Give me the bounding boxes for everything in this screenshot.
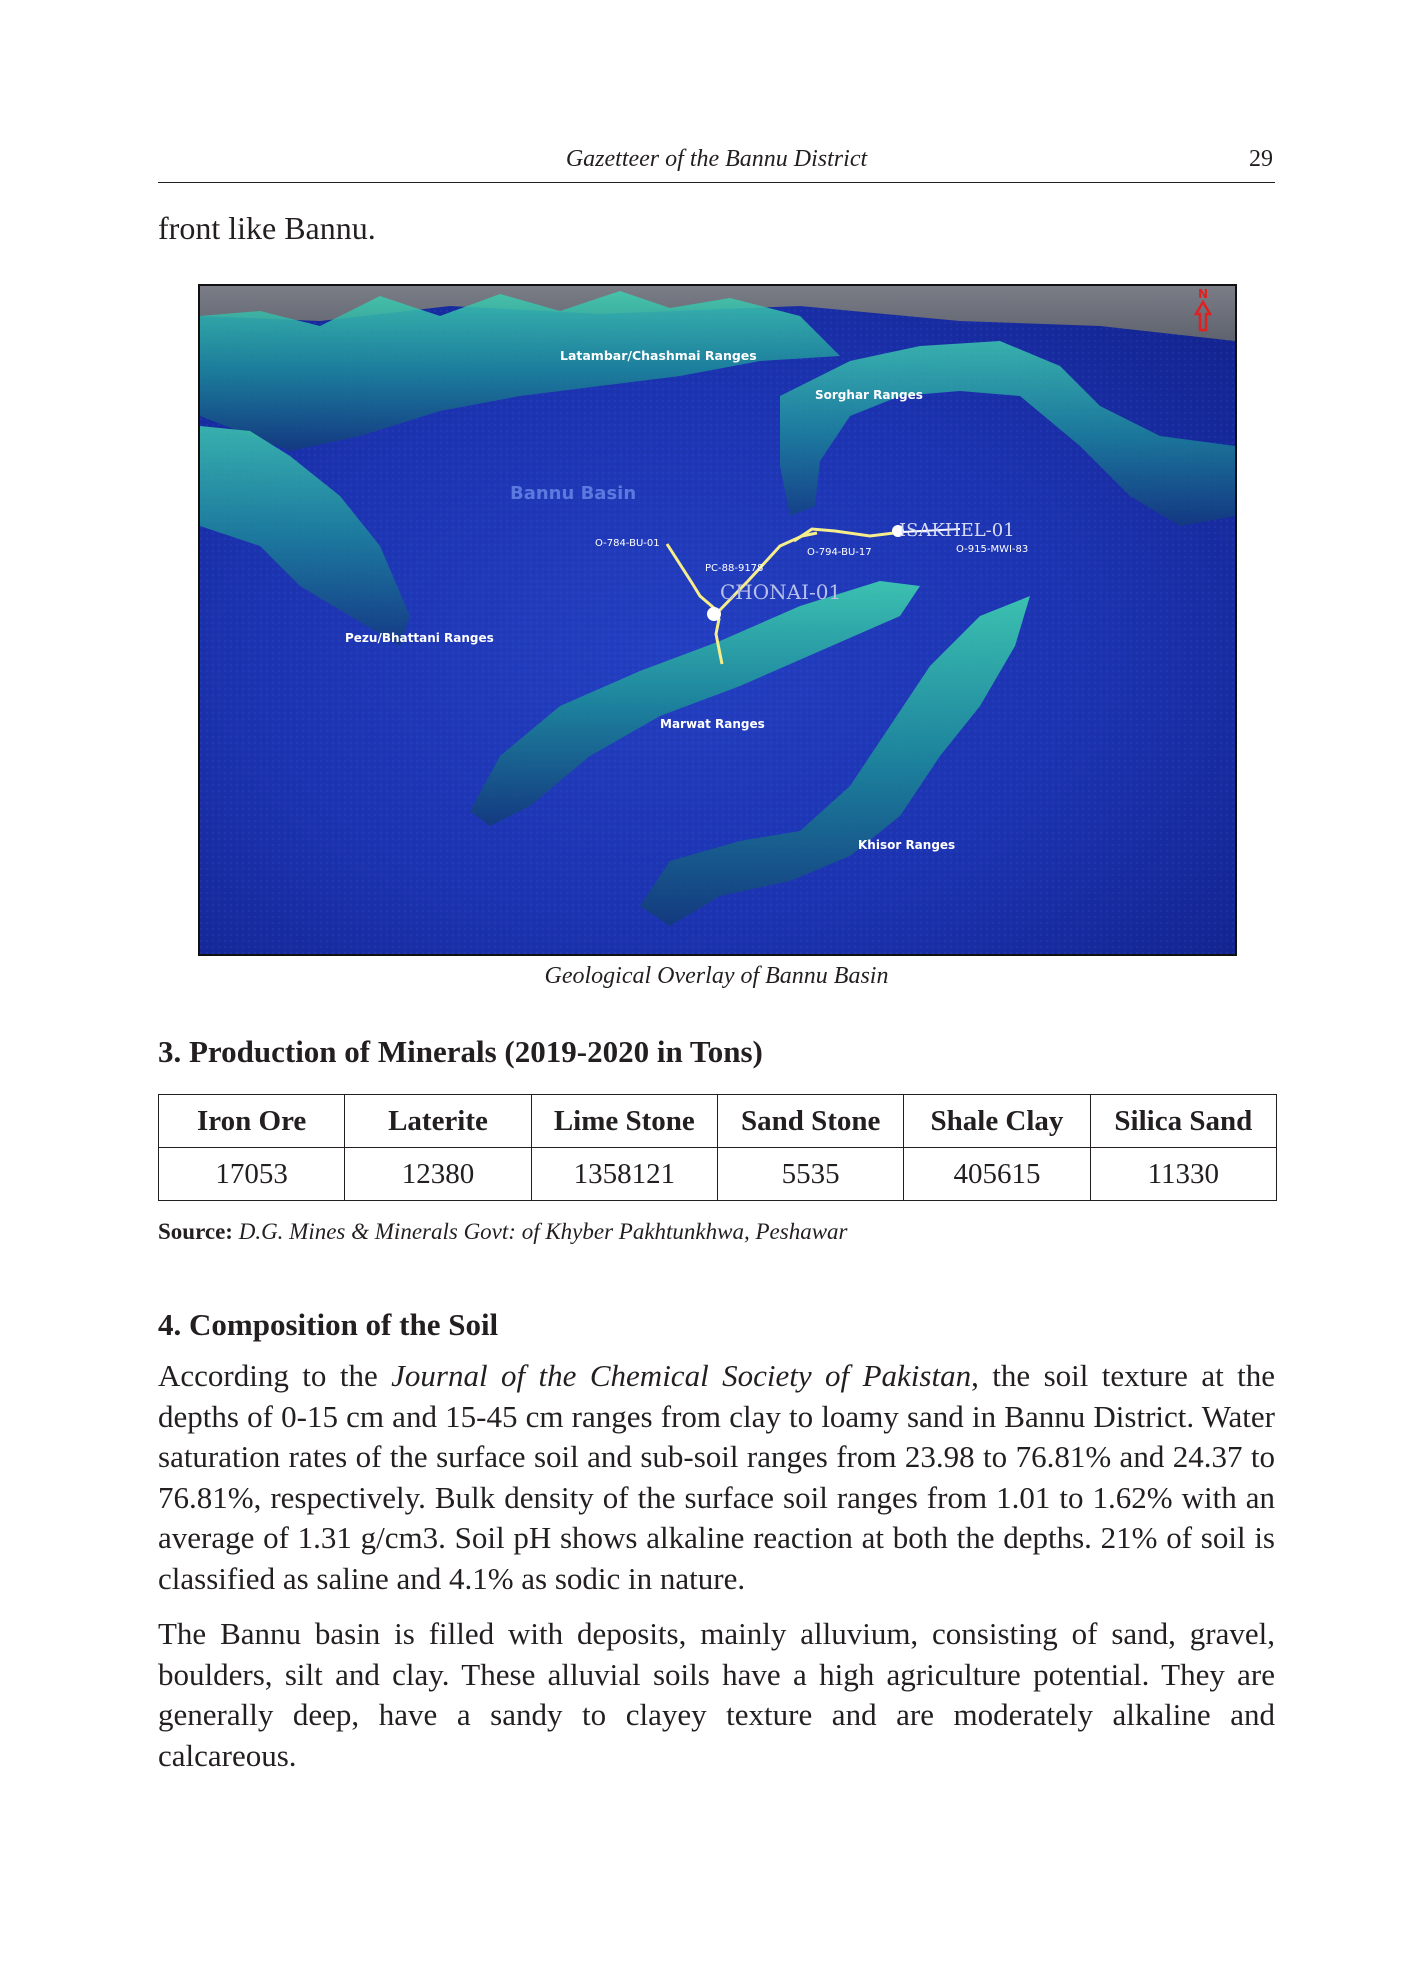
label-isakhel: ISAKHEL-01 (899, 520, 1015, 541)
label-well-784: O-784-BU-01 (595, 538, 660, 549)
label-pc: PC-88-9178 (705, 563, 764, 574)
label-well-794: O-794-BU-17 (807, 547, 872, 558)
label-pezu: Pezu/Bhattani Ranges (345, 631, 494, 645)
table-cell: 11330 (1090, 1148, 1276, 1201)
source-line (158, 1219, 847, 1245)
soil-paragraph-2: The Bannu basin is filled with deposits, mainly alluvium, consisting of sand, gravel, boulders, silt and clay. These alluvial soils have a high agriculture potential. They are generally deep, have a sandy to clayey texture and are moderately alkaline and calcareous. (158, 1616, 1275, 1773)
table-cell: 405615 (904, 1148, 1090, 1201)
table-cell: 5535 (717, 1148, 903, 1201)
table-header-cell: Silica Sand (1090, 1095, 1276, 1148)
table-header-cell: Sand Stone (717, 1095, 903, 1148)
table-cell: 12380 (345, 1148, 531, 1201)
header-title: Gazetteer of the Bannu District (565, 146, 868, 172)
label-khisor: Khisor Ranges (858, 838, 956, 852)
page-number: 29 (1249, 146, 1273, 172)
table-cell: 1358121 (531, 1148, 717, 1201)
table-header-cell: Shale Clay (904, 1095, 1090, 1148)
table-header-cell: Iron Ore (159, 1095, 345, 1148)
label-marwat: Marwat Ranges (660, 717, 765, 731)
label-sorghar: Sorghar Ranges (815, 388, 923, 402)
table-cell: 17053 (159, 1148, 345, 1201)
geological-overlay-figure (198, 284, 1237, 956)
label-well-915: O-915-MWI-83 (956, 544, 1029, 555)
section-3-heading: 3. Production of Minerals (2019-2020 in Tons) (158, 1034, 763, 1069)
source-label: Source: (158, 1219, 233, 1244)
running-header (158, 142, 1275, 183)
source-text: D.G. Mines & Minerals Govt: of Khyber Pakhtunkhwa, Peshawar (238, 1219, 848, 1244)
soil-paragraph-1 (158, 1356, 1275, 1599)
figure-caption: Geological Overlay of Bannu Basin (544, 963, 889, 989)
p1-pre: According to the (158, 1358, 392, 1393)
table-header-cell: Laterite (345, 1095, 531, 1148)
p1-post: , the soil texture at the depths of 0-15 cm and 15-45 cm ranges from clay to loamy sand in Bannu District. Water saturation rates of the surface soil and sub-soil ranges from 23.98 to 76.81% and 24.37 to 76.81%, respectively. Bulk density of the surface soil ranges from 1.01 to 1.62% with an average of 1.31 g/cm3. Soil pH shows alkaline reaction at both the depths. 21% of soil is classified as saline and 4.1% as sodic in nature. (158, 1358, 1275, 1596)
north-label: N (1197, 287, 1209, 301)
section-4-heading: 4. Composition of the Soil (158, 1307, 499, 1342)
table-row (159, 1148, 1277, 1201)
lead-text: front like Bannu. (158, 210, 376, 246)
journal-name: Journal of the Chemical Society of Pakistan (391, 1358, 972, 1393)
table-header-row (159, 1095, 1277, 1148)
minerals-table (158, 1094, 1277, 1201)
label-bannu-basin: Bannu Basin (510, 483, 637, 504)
label-chonai: CHONAI-01 (720, 580, 842, 604)
label-latambar: Latambar/Chashmai Ranges (560, 348, 757, 363)
table-header-cell: Lime Stone (531, 1095, 717, 1148)
